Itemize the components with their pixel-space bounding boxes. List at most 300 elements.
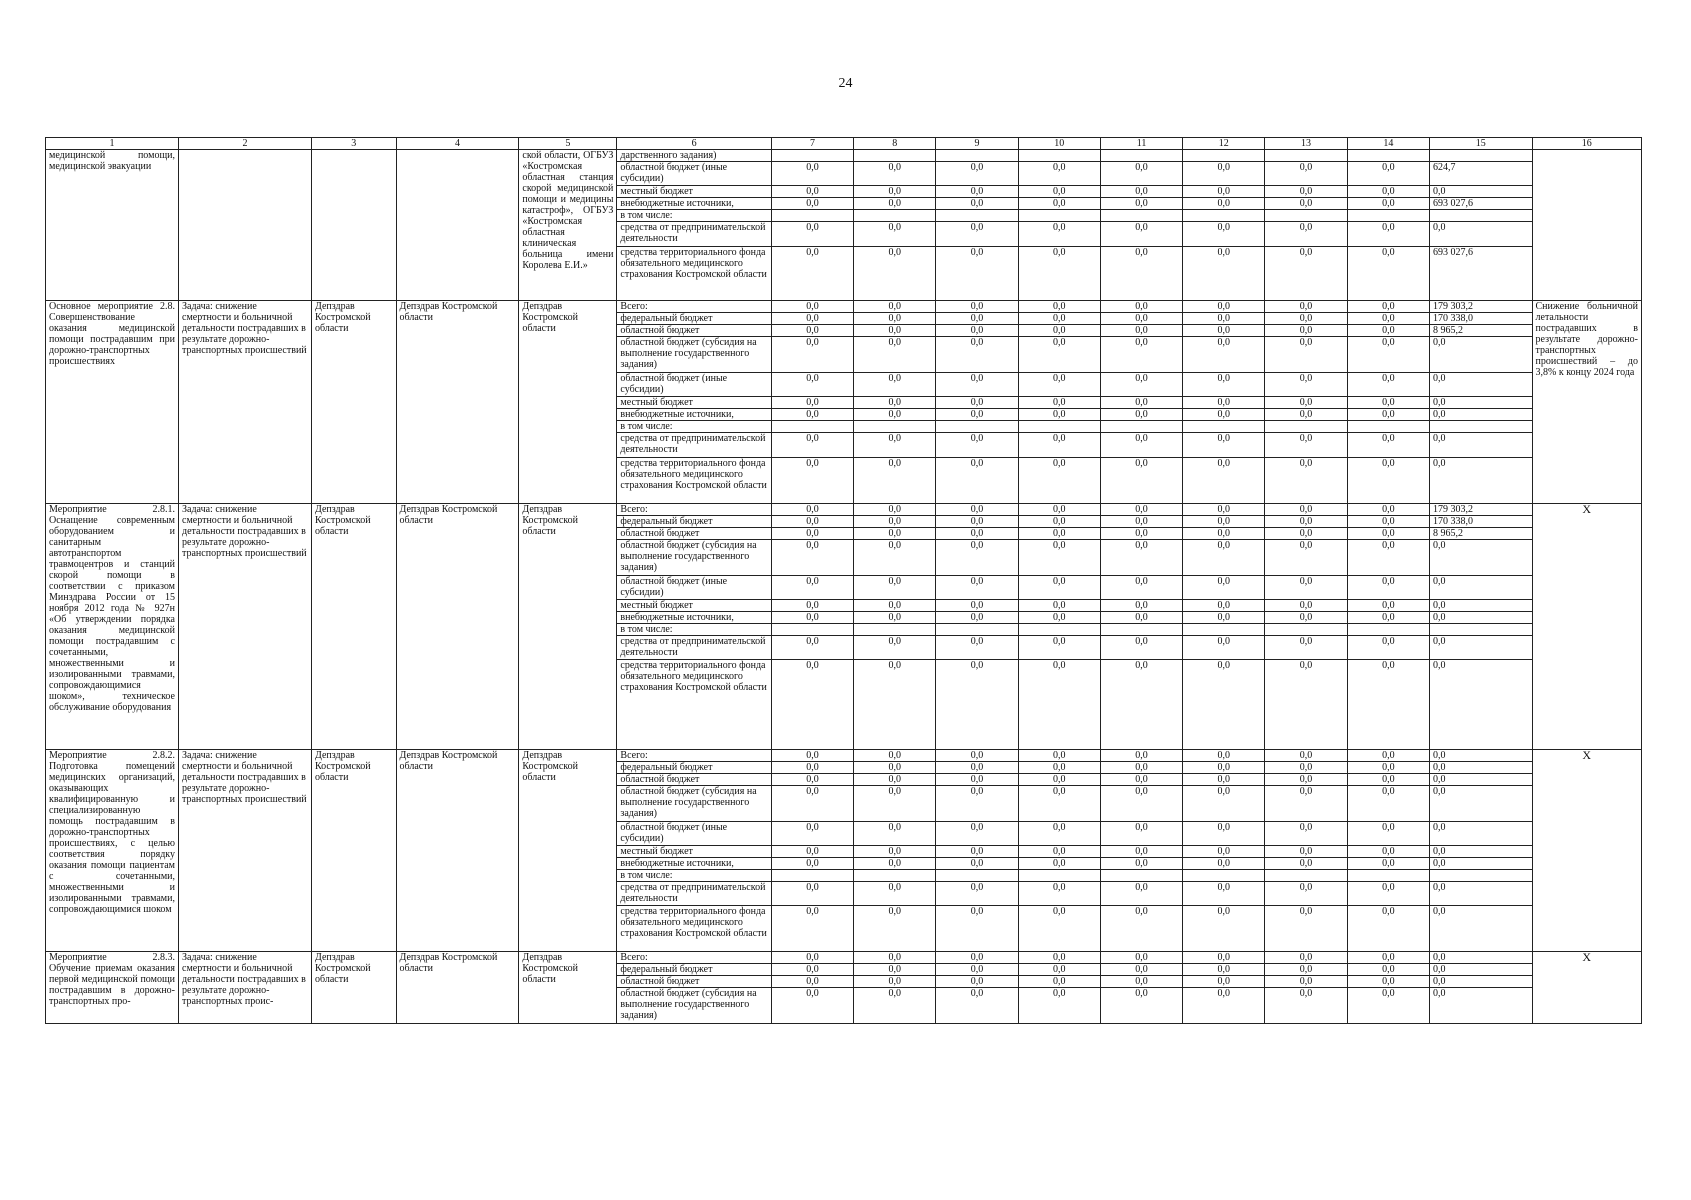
table-row xyxy=(46,504,1642,516)
year-value-cell: 0,0 xyxy=(1347,822,1429,846)
year-value-cell: 0,0 xyxy=(1265,458,1347,504)
year-value-cell: 0,0 xyxy=(936,636,1018,660)
total-value-cell: 170 338,0 xyxy=(1429,516,1532,528)
funding-source-cell: внебюджетные источники, xyxy=(617,409,771,421)
year-value-cell: 0,0 xyxy=(1183,222,1265,247)
year-value-cell: 0,0 xyxy=(1265,988,1347,1024)
funding-source-cell: местный бюджет xyxy=(617,397,771,409)
year-value-cell: 0,0 xyxy=(1347,397,1429,409)
year-value-cell: 0,0 xyxy=(1183,858,1265,870)
year-value-cell: 0,0 xyxy=(1347,786,1429,822)
year-value-cell: 0,0 xyxy=(1018,313,1100,325)
year-value-cell: 0,0 xyxy=(1100,458,1182,504)
funding-source-cell: местный бюджет xyxy=(617,846,771,858)
funding-source-cell: областной бюджет xyxy=(617,976,771,988)
year-value-cell: 0,0 xyxy=(1347,576,1429,600)
year-value-cell: 0,0 xyxy=(1265,433,1347,458)
x-mark-cell: Х xyxy=(1532,750,1641,952)
year-value-cell: 0,0 xyxy=(936,433,1018,458)
total-value-cell: 0,0 xyxy=(1429,540,1532,576)
expected-result-cell xyxy=(1532,150,1641,301)
year-value-cell: 0,0 xyxy=(771,337,853,373)
funding-source-cell: Всего: xyxy=(617,504,771,516)
total-value-cell: 0,0 xyxy=(1429,397,1532,409)
total-value-cell: 0,0 xyxy=(1429,976,1532,988)
year-value-cell: 0,0 xyxy=(854,964,936,976)
x-mark-cell: Х xyxy=(1532,504,1641,750)
year-value-cell xyxy=(854,624,936,636)
year-value-cell: 0,0 xyxy=(1018,186,1100,198)
year-value-cell: 0,0 xyxy=(1100,976,1182,988)
year-value-cell: 0,0 xyxy=(1265,162,1347,186)
total-value-cell: 0,0 xyxy=(1429,882,1532,906)
total-value-cell: 8 965,2 xyxy=(1429,325,1532,337)
year-value-cell: 0,0 xyxy=(854,198,936,210)
year-value-cell: 0,0 xyxy=(1265,186,1347,198)
cell-c3: Депздрав Костромской области xyxy=(312,952,397,1024)
year-value-cell: 0,0 xyxy=(771,222,853,247)
year-value-cell xyxy=(936,624,1018,636)
total-value-cell: 0,0 xyxy=(1429,952,1532,964)
year-value-cell: 0,0 xyxy=(1347,325,1429,337)
total-value-cell: 0,0 xyxy=(1429,964,1532,976)
year-value-cell: 0,0 xyxy=(1018,373,1100,397)
funding-source-cell: средства территориального фонда обязательного медицинского страхования Костромской области xyxy=(617,247,771,301)
year-value-cell: 0,0 xyxy=(854,600,936,612)
year-value-cell: 0,0 xyxy=(1018,162,1100,186)
cell-c3 xyxy=(312,150,397,301)
column-number-header: 15 xyxy=(1429,138,1532,150)
year-value-cell: 0,0 xyxy=(854,636,936,660)
year-value-cell: 0,0 xyxy=(854,516,936,528)
year-value-cell: 0,0 xyxy=(936,247,1018,301)
year-value-cell xyxy=(936,421,1018,433)
year-value-cell: 0,0 xyxy=(854,952,936,964)
year-value-cell: 0,0 xyxy=(1347,313,1429,325)
year-value-cell xyxy=(771,421,853,433)
year-value-cell: 0,0 xyxy=(936,162,1018,186)
year-value-cell: 0,0 xyxy=(1100,516,1182,528)
year-value-cell: 0,0 xyxy=(771,846,853,858)
funding-source-cell: областной бюджет (иные субсидии) xyxy=(617,576,771,600)
year-value-cell: 0,0 xyxy=(1347,600,1429,612)
year-value-cell: 0,0 xyxy=(1347,846,1429,858)
column-number-header: 12 xyxy=(1183,138,1265,150)
year-value-cell: 0,0 xyxy=(1265,762,1347,774)
year-value-cell xyxy=(1265,210,1347,222)
year-value-cell: 0,0 xyxy=(771,636,853,660)
year-value-cell xyxy=(854,210,936,222)
year-value-cell: 0,0 xyxy=(1018,325,1100,337)
column-number-header: 5 xyxy=(519,138,617,150)
year-value-cell: 0,0 xyxy=(771,504,853,516)
column-number-header: 7 xyxy=(771,138,853,150)
total-value-cell: 624,7 xyxy=(1429,162,1532,186)
year-value-cell xyxy=(1018,150,1100,162)
funding-source-cell: внебюджетные источники, xyxy=(617,858,771,870)
budget-table xyxy=(45,137,1642,1024)
year-value-cell: 0,0 xyxy=(1018,846,1100,858)
funding-source-cell: средства от предпринимательской деятельности xyxy=(617,433,771,458)
year-value-cell: 0,0 xyxy=(1100,750,1182,762)
year-value-cell: 0,0 xyxy=(1265,750,1347,762)
year-value-cell: 0,0 xyxy=(936,952,1018,964)
year-value-cell: 0,0 xyxy=(1018,964,1100,976)
year-value-cell: 0,0 xyxy=(1183,433,1265,458)
year-value-cell: 0,0 xyxy=(1347,964,1429,976)
year-value-cell xyxy=(1347,150,1429,162)
funding-source-cell: областной бюджет xyxy=(617,325,771,337)
year-value-cell: 0,0 xyxy=(936,882,1018,906)
funding-source-cell: областной бюджет (субсидия на выполнение государственного задания) xyxy=(617,337,771,373)
year-value-cell: 0,0 xyxy=(1183,458,1265,504)
year-value-cell: 0,0 xyxy=(936,528,1018,540)
total-value-cell xyxy=(1429,624,1532,636)
year-value-cell: 0,0 xyxy=(1100,325,1182,337)
year-value-cell: 0,0 xyxy=(1183,786,1265,822)
year-value-cell: 0,0 xyxy=(1347,952,1429,964)
year-value-cell: 0,0 xyxy=(1265,822,1347,846)
column-number-header: 13 xyxy=(1265,138,1347,150)
total-value-cell: 179 303,2 xyxy=(1429,301,1532,313)
column-number-header: 8 xyxy=(854,138,936,150)
year-value-cell: 0,0 xyxy=(1018,882,1100,906)
funding-source-cell: Всего: xyxy=(617,750,771,762)
year-value-cell: 0,0 xyxy=(1265,540,1347,576)
year-value-cell: 0,0 xyxy=(936,301,1018,313)
year-value-cell: 0,0 xyxy=(936,988,1018,1024)
year-value-cell xyxy=(1018,210,1100,222)
year-value-cell: 0,0 xyxy=(1018,433,1100,458)
year-value-cell: 0,0 xyxy=(1183,952,1265,964)
year-value-cell: 0,0 xyxy=(1100,186,1182,198)
year-value-cell: 0,0 xyxy=(1265,373,1347,397)
year-value-cell: 0,0 xyxy=(854,373,936,397)
year-value-cell: 0,0 xyxy=(936,504,1018,516)
column-number-header: 9 xyxy=(936,138,1018,150)
year-value-cell: 0,0 xyxy=(936,540,1018,576)
funding-source-cell: областной бюджет xyxy=(617,528,771,540)
year-value-cell: 0,0 xyxy=(854,337,936,373)
year-value-cell: 0,0 xyxy=(1347,186,1429,198)
cell-c5: Депздрав Костромской области xyxy=(519,952,617,1024)
cell-c1: медицинской помощи, медицинской эвакуации xyxy=(46,150,179,301)
year-value-cell: 0,0 xyxy=(1183,397,1265,409)
year-value-cell: 0,0 xyxy=(1100,822,1182,846)
year-value-cell: 0,0 xyxy=(1183,247,1265,301)
year-value-cell: 0,0 xyxy=(1100,409,1182,421)
year-value-cell xyxy=(1183,210,1265,222)
year-value-cell: 0,0 xyxy=(1265,516,1347,528)
year-value-cell: 0,0 xyxy=(1018,337,1100,373)
year-value-cell: 0,0 xyxy=(1265,660,1347,750)
year-value-cell xyxy=(1265,870,1347,882)
funding-source-cell: федеральный бюджет xyxy=(617,762,771,774)
year-value-cell: 0,0 xyxy=(771,576,853,600)
year-value-cell: 0,0 xyxy=(1265,786,1347,822)
column-number-header: 2 xyxy=(179,138,312,150)
year-value-cell: 0,0 xyxy=(936,409,1018,421)
year-value-cell: 0,0 xyxy=(1100,198,1182,210)
year-value-cell: 0,0 xyxy=(854,397,936,409)
year-value-cell: 0,0 xyxy=(771,858,853,870)
year-value-cell: 0,0 xyxy=(854,858,936,870)
cell-c1: Основное мероприятие 2.8. Совершенствование оказания медицинской помощи пострадавшим при дорожно-транспортных происшествиях xyxy=(46,301,179,504)
funding-source-cell: средства от предпринимательской деятельности xyxy=(617,882,771,906)
header-row xyxy=(46,138,1642,150)
year-value-cell xyxy=(1100,870,1182,882)
year-value-cell: 0,0 xyxy=(771,433,853,458)
year-value-cell: 0,0 xyxy=(936,516,1018,528)
funding-source-cell: внебюджетные источники, xyxy=(617,198,771,210)
year-value-cell xyxy=(1100,150,1182,162)
year-value-cell: 0,0 xyxy=(854,660,936,750)
year-value-cell xyxy=(854,150,936,162)
cell-c1: Мероприятие 2.8.1. Оснащение современным оборудованием и санитарным автотранспортом травмоцентров и станций скорой помощи в соответствии с приказом Минздрава России от 15 ноября 2012 года № 927н «Об утверждении порядка оказания медицинской помощи пострадавшим с сочетанными, множественными и изолированными травмами, сопровождающимися шоком», техническое обслуживание оборудования xyxy=(46,504,179,750)
year-value-cell: 0,0 xyxy=(771,409,853,421)
year-value-cell: 0,0 xyxy=(936,660,1018,750)
year-value-cell: 0,0 xyxy=(1100,528,1182,540)
total-value-cell: 0,0 xyxy=(1429,660,1532,750)
year-value-cell: 0,0 xyxy=(1265,976,1347,988)
year-value-cell: 0,0 xyxy=(936,373,1018,397)
year-value-cell: 0,0 xyxy=(1018,952,1100,964)
total-value-cell: 0,0 xyxy=(1429,858,1532,870)
expected-result-cell: Снижение больничной летальности пострадавших в результате дорожно-транспортных происшествий – до 3,8% к концу 2024 года xyxy=(1532,301,1641,504)
year-value-cell: 0,0 xyxy=(1183,325,1265,337)
year-value-cell: 0,0 xyxy=(1100,774,1182,786)
funding-source-cell: федеральный бюджет xyxy=(617,516,771,528)
year-value-cell: 0,0 xyxy=(1347,540,1429,576)
year-value-cell: 0,0 xyxy=(1100,301,1182,313)
year-value-cell: 0,0 xyxy=(1183,373,1265,397)
total-value-cell: 0,0 xyxy=(1429,636,1532,660)
year-value-cell: 0,0 xyxy=(771,458,853,504)
year-value-cell: 0,0 xyxy=(1265,301,1347,313)
total-value-cell: 0,0 xyxy=(1429,337,1532,373)
year-value-cell: 0,0 xyxy=(1018,409,1100,421)
column-number-header: 4 xyxy=(396,138,519,150)
year-value-cell: 0,0 xyxy=(936,964,1018,976)
year-value-cell: 0,0 xyxy=(1347,247,1429,301)
year-value-cell: 0,0 xyxy=(1018,504,1100,516)
funding-source-cell: местный бюджет xyxy=(617,600,771,612)
year-value-cell: 0,0 xyxy=(1018,660,1100,750)
year-value-cell: 0,0 xyxy=(1183,774,1265,786)
year-value-cell: 0,0 xyxy=(1100,786,1182,822)
year-value-cell: 0,0 xyxy=(1347,458,1429,504)
funding-source-cell: Всего: xyxy=(617,301,771,313)
year-value-cell: 0,0 xyxy=(1183,198,1265,210)
year-value-cell: 0,0 xyxy=(1265,858,1347,870)
year-value-cell xyxy=(771,210,853,222)
year-value-cell: 0,0 xyxy=(1183,576,1265,600)
year-value-cell: 0,0 xyxy=(1100,397,1182,409)
year-value-cell: 0,0 xyxy=(1183,186,1265,198)
year-value-cell: 0,0 xyxy=(1018,636,1100,660)
year-value-cell: 0,0 xyxy=(1347,906,1429,952)
year-value-cell: 0,0 xyxy=(771,198,853,210)
year-value-cell: 0,0 xyxy=(854,458,936,504)
year-value-cell: 0,0 xyxy=(1183,762,1265,774)
table-row xyxy=(46,150,1642,162)
year-value-cell: 0,0 xyxy=(1347,516,1429,528)
year-value-cell: 0,0 xyxy=(854,540,936,576)
year-value-cell: 0,0 xyxy=(1183,750,1265,762)
total-value-cell: 0,0 xyxy=(1429,846,1532,858)
year-value-cell: 0,0 xyxy=(854,976,936,988)
table-row xyxy=(46,301,1642,313)
total-value-cell: 0,0 xyxy=(1429,186,1532,198)
year-value-cell: 0,0 xyxy=(1100,373,1182,397)
year-value-cell: 0,0 xyxy=(771,988,853,1024)
year-value-cell xyxy=(1183,870,1265,882)
year-value-cell: 0,0 xyxy=(1347,337,1429,373)
year-value-cell: 0,0 xyxy=(936,186,1018,198)
year-value-cell: 0,0 xyxy=(1183,504,1265,516)
year-value-cell: 0,0 xyxy=(771,750,853,762)
year-value-cell: 0,0 xyxy=(1018,458,1100,504)
year-value-cell: 0,0 xyxy=(1018,988,1100,1024)
year-value-cell: 0,0 xyxy=(854,528,936,540)
total-value-cell: 0,0 xyxy=(1429,222,1532,247)
year-value-cell: 0,0 xyxy=(854,409,936,421)
total-value-cell xyxy=(1429,870,1532,882)
year-value-cell: 0,0 xyxy=(1100,988,1182,1024)
year-value-cell: 0,0 xyxy=(771,906,853,952)
total-value-cell: 0,0 xyxy=(1429,988,1532,1024)
year-value-cell: 0,0 xyxy=(1018,247,1100,301)
funding-source-cell: в том числе: xyxy=(617,210,771,222)
year-value-cell: 0,0 xyxy=(1183,976,1265,988)
year-value-cell: 0,0 xyxy=(771,976,853,988)
total-value-cell: 693 027,6 xyxy=(1429,198,1532,210)
total-value-cell: 0,0 xyxy=(1429,906,1532,952)
total-value-cell: 0,0 xyxy=(1429,458,1532,504)
year-value-cell: 0,0 xyxy=(1265,247,1347,301)
year-value-cell: 0,0 xyxy=(1347,222,1429,247)
year-value-cell: 0,0 xyxy=(1347,504,1429,516)
year-value-cell: 0,0 xyxy=(771,247,853,301)
year-value-cell: 0,0 xyxy=(1100,600,1182,612)
year-value-cell: 0,0 xyxy=(1265,313,1347,325)
year-value-cell: 0,0 xyxy=(771,397,853,409)
year-value-cell: 0,0 xyxy=(1265,528,1347,540)
year-value-cell: 0,0 xyxy=(1183,612,1265,624)
cell-c4 xyxy=(396,150,519,301)
year-value-cell xyxy=(936,870,1018,882)
column-number-header: 3 xyxy=(312,138,397,150)
year-value-cell: 0,0 xyxy=(1265,337,1347,373)
year-value-cell: 0,0 xyxy=(771,774,853,786)
year-value-cell: 0,0 xyxy=(1265,409,1347,421)
cell-c5: Депздрав Костромской области xyxy=(519,750,617,952)
year-value-cell: 0,0 xyxy=(1183,846,1265,858)
cell-c4: Депздрав Костромской области xyxy=(396,504,519,750)
funding-source-cell: средства территориального фонда обязательного медицинского страхования Костромской области xyxy=(617,660,771,750)
year-value-cell: 0,0 xyxy=(771,964,853,976)
year-value-cell xyxy=(1100,421,1182,433)
year-value-cell: 0,0 xyxy=(854,786,936,822)
funding-source-cell: областной бюджет (субсидия на выполнение государственного задания) xyxy=(617,988,771,1024)
year-value-cell: 0,0 xyxy=(1347,858,1429,870)
year-value-cell: 0,0 xyxy=(1018,976,1100,988)
year-value-cell: 0,0 xyxy=(854,612,936,624)
column-number-header: 10 xyxy=(1018,138,1100,150)
year-value-cell: 0,0 xyxy=(936,576,1018,600)
year-value-cell: 0,0 xyxy=(771,600,853,612)
page-number: 24 xyxy=(838,76,853,91)
funding-source-cell: федеральный бюджет xyxy=(617,313,771,325)
year-value-cell: 0,0 xyxy=(854,846,936,858)
year-value-cell: 0,0 xyxy=(1018,516,1100,528)
year-value-cell: 0,0 xyxy=(1265,576,1347,600)
year-value-cell: 0,0 xyxy=(936,600,1018,612)
year-value-cell: 0,0 xyxy=(1183,540,1265,576)
year-value-cell: 0,0 xyxy=(1347,988,1429,1024)
total-value-cell: 170 338,0 xyxy=(1429,313,1532,325)
year-value-cell: 0,0 xyxy=(1347,162,1429,186)
year-value-cell: 0,0 xyxy=(1347,433,1429,458)
year-value-cell: 0,0 xyxy=(936,222,1018,247)
year-value-cell: 0,0 xyxy=(1183,162,1265,186)
year-value-cell: 0,0 xyxy=(1100,964,1182,976)
year-value-cell: 0,0 xyxy=(854,988,936,1024)
year-value-cell: 0,0 xyxy=(1265,397,1347,409)
funding-source-cell: областной бюджет (иные субсидии) xyxy=(617,162,771,186)
funding-source-cell: федеральный бюджет xyxy=(617,964,771,976)
funding-source-cell: дарственного задания) xyxy=(617,150,771,162)
year-value-cell: 0,0 xyxy=(936,458,1018,504)
year-value-cell xyxy=(854,870,936,882)
year-value-cell: 0,0 xyxy=(771,612,853,624)
year-value-cell: 0,0 xyxy=(1183,988,1265,1024)
cell-c2: Задача: снижение смертности и больничной детальности пострадавших в результате дорожно-транспортных происшествий xyxy=(179,504,312,750)
year-value-cell: 0,0 xyxy=(1100,846,1182,858)
year-value-cell xyxy=(771,150,853,162)
year-value-cell: 0,0 xyxy=(1265,222,1347,247)
year-value-cell: 0,0 xyxy=(771,162,853,186)
total-value-cell: 0,0 xyxy=(1429,373,1532,397)
cell-c5: ской области, ОГБУЗ «Костромская областная станция скорой медицинской помощи и медицины катастроф», ОГБУЗ «Костромская областная клиническая больница имени Королева Е.И.» xyxy=(519,150,617,301)
year-value-cell: 0,0 xyxy=(1183,409,1265,421)
year-value-cell: 0,0 xyxy=(1183,313,1265,325)
year-value-cell: 0,0 xyxy=(1183,600,1265,612)
funding-source-cell: в том числе: xyxy=(617,870,771,882)
year-value-cell: 0,0 xyxy=(1183,301,1265,313)
year-value-cell: 0,0 xyxy=(854,504,936,516)
cell-c5: Депздрав Костромской области xyxy=(519,504,617,750)
year-value-cell: 0,0 xyxy=(1265,964,1347,976)
year-value-cell: 0,0 xyxy=(1265,325,1347,337)
column-number-header: 6 xyxy=(617,138,771,150)
year-value-cell: 0,0 xyxy=(1183,964,1265,976)
year-value-cell: 0,0 xyxy=(854,906,936,952)
year-value-cell: 0,0 xyxy=(936,337,1018,373)
year-value-cell: 0,0 xyxy=(936,822,1018,846)
year-value-cell: 0,0 xyxy=(771,660,853,750)
total-value-cell: 0,0 xyxy=(1429,774,1532,786)
total-value-cell: 0,0 xyxy=(1429,762,1532,774)
year-value-cell: 0,0 xyxy=(771,325,853,337)
year-value-cell: 0,0 xyxy=(1265,846,1347,858)
column-number-header: 16 xyxy=(1532,138,1641,150)
year-value-cell: 0,0 xyxy=(1100,882,1182,906)
year-value-cell: 0,0 xyxy=(1100,222,1182,247)
total-value-cell: 693 027,6 xyxy=(1429,247,1532,301)
column-number-header: 11 xyxy=(1100,138,1182,150)
year-value-cell xyxy=(1018,624,1100,636)
